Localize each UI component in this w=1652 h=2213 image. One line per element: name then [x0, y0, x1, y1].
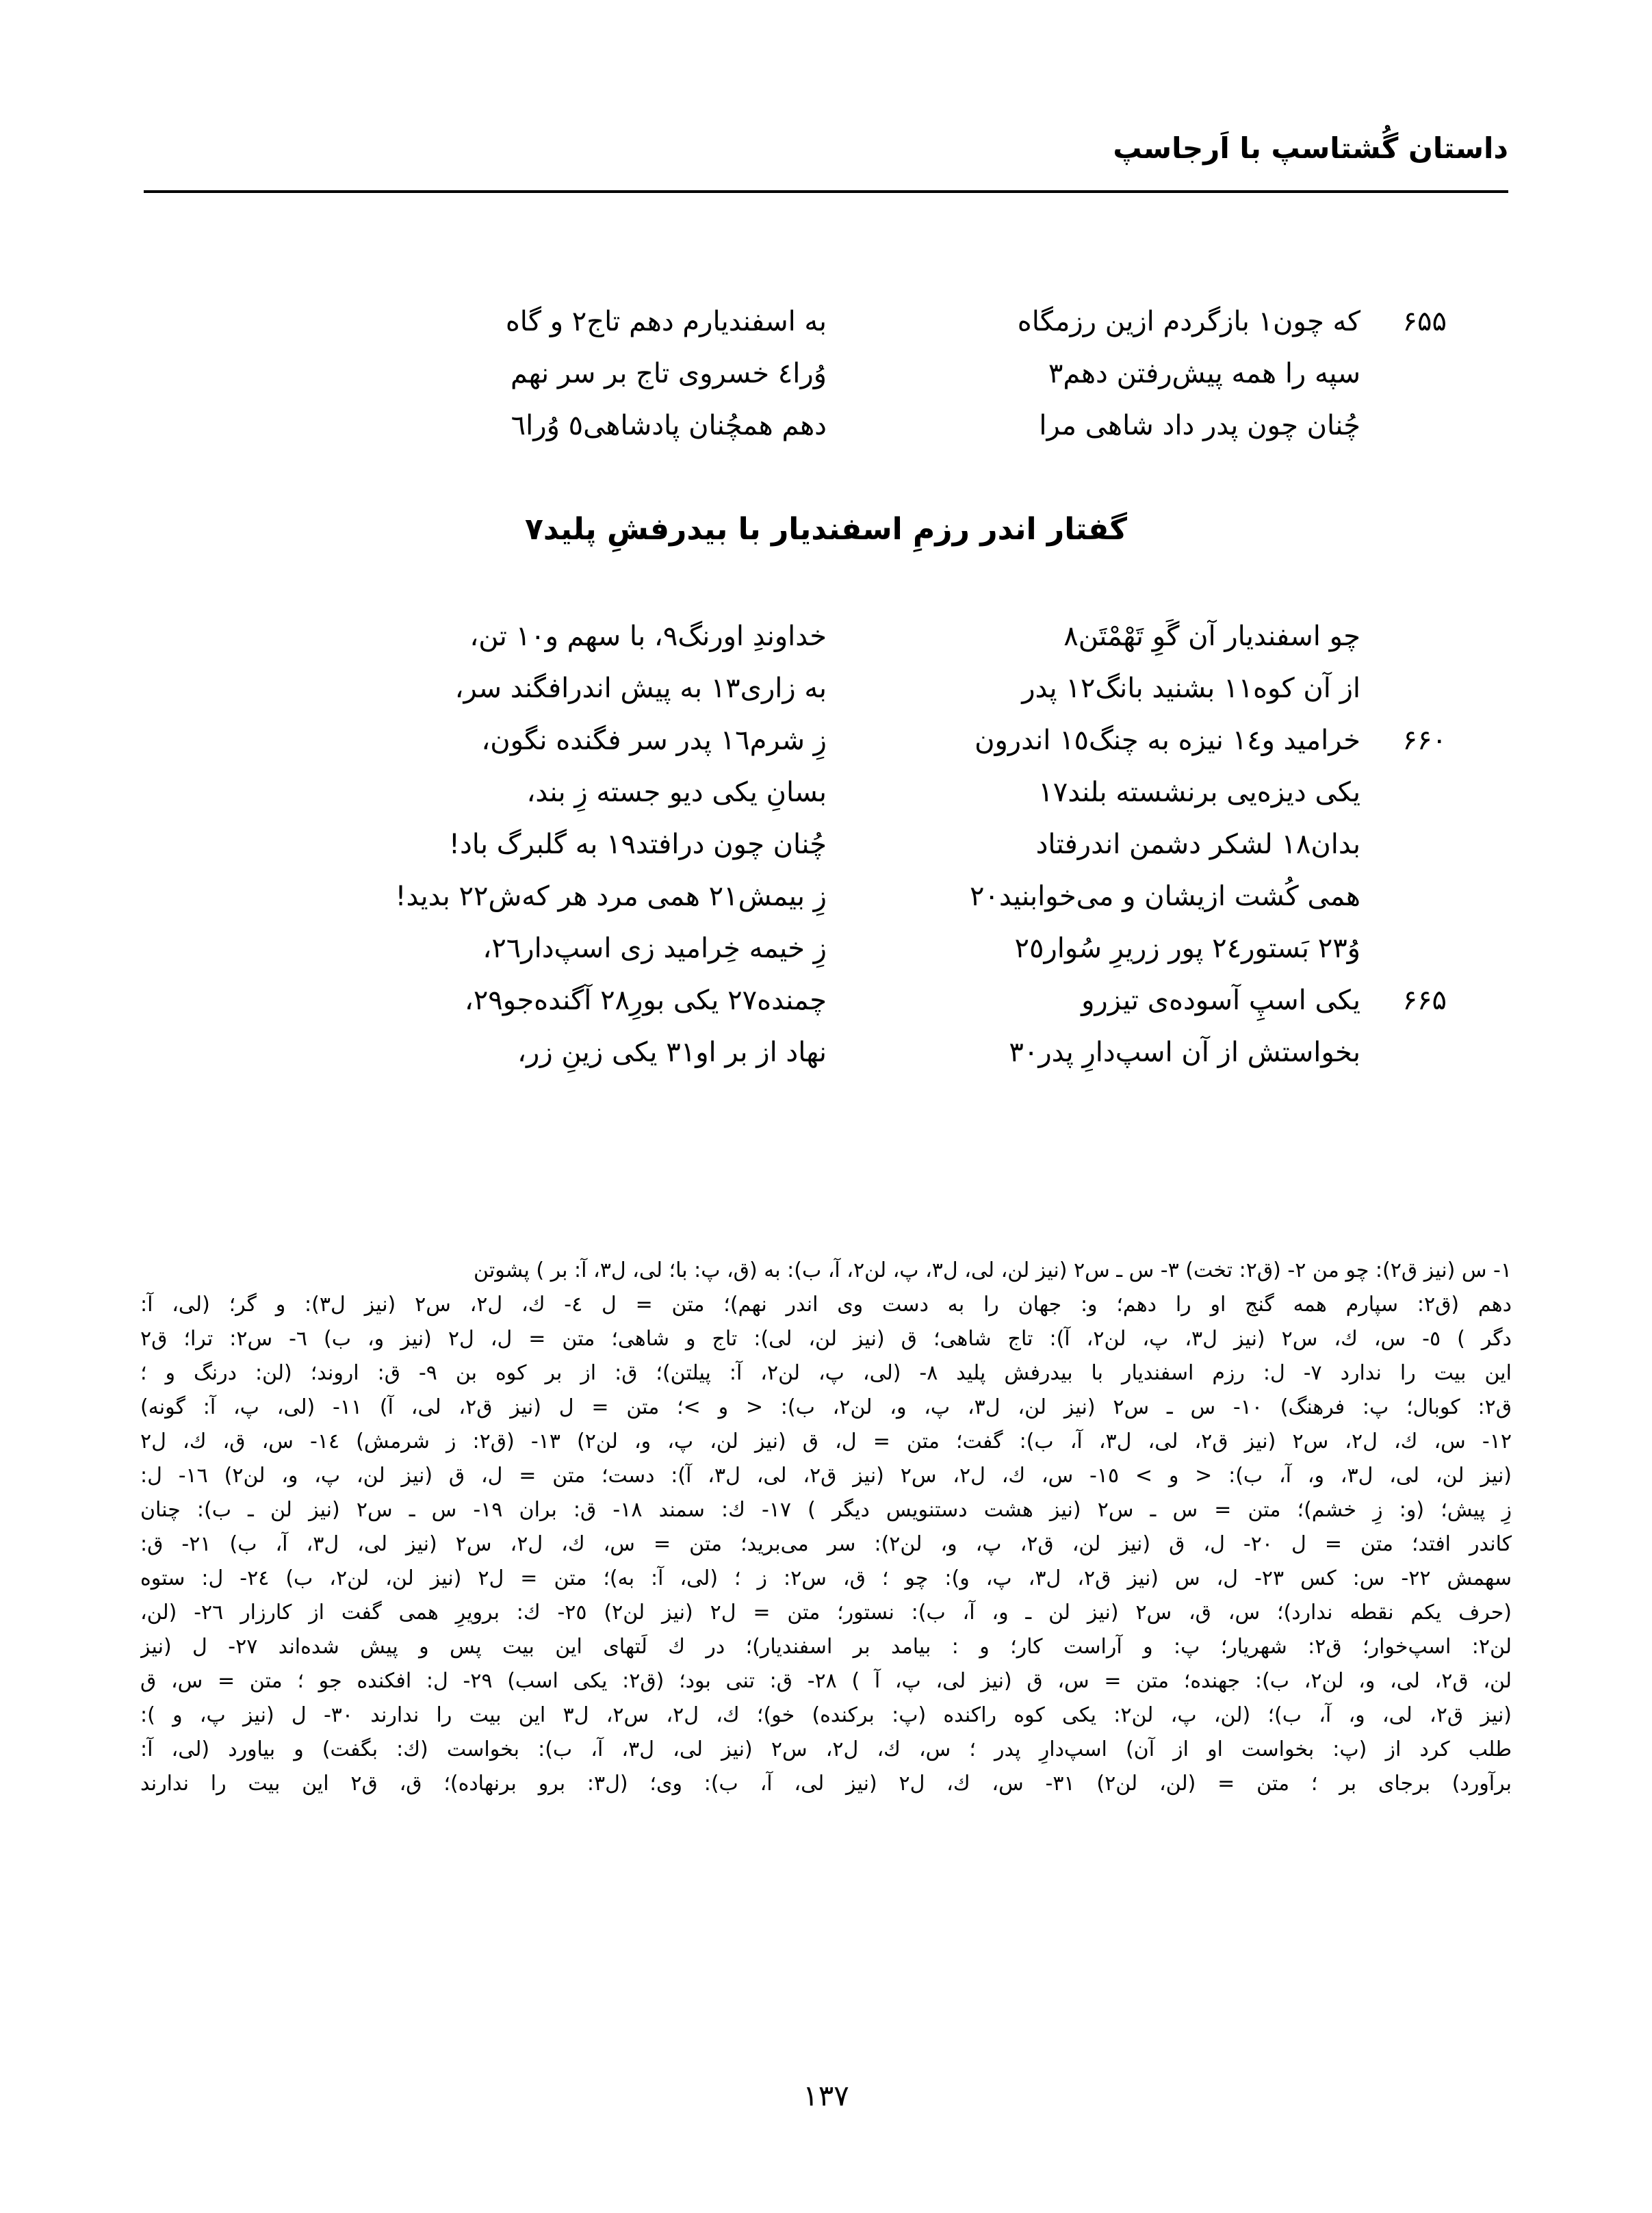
apparatus-line — [140, 1801, 1512, 1835]
critical-apparatus — [140, 1254, 1512, 1835]
verse-line — [205, 353, 1447, 405]
verse-number: ۶۵۵ — [1402, 306, 1447, 337]
verse-block-upper — [205, 301, 1447, 457]
hemistich-first: بدان١٨ لشكر دشمن اندرفتاد — [1035, 829, 1360, 860]
hemistich-first: خراميد و١٤ نيزه به چنگ١٥ اندرون — [975, 725, 1360, 756]
hemistich-first: چو اسفنديار آن گَوِ تَهْمْتَن٨ — [1063, 621, 1360, 652]
apparatus-line: (نيز لن، لى، ل٣، و، آ، ب): < و > ١٥- س، ك، ل٢، س٢ (نيز ق٢، لى، ل٣، آ): دست؛ متن = ل، ق (نيز لن، پ، و، لن٢) ١٦- ل: — [140, 1464, 1512, 1488]
apparatus-line: طلب كرد از (پ: بخواست او از آن) اسپ‌دارِ پدر ؛ س، ك، ل٢، س٢ (نيز لى، ل٣، آ، ب): بخواست (ك: بگفت) و بياورد (لى، آ: — [140, 1737, 1512, 1761]
apparatus-line: دگر ) ٥- س، ك، س٢ (نيز ل٣، پ، لن٢، آ): تاج شاهى؛ ق (نيز لن، لى): تاج و شاهى؛ متن = ل، ل٢ (نيز و، ب) ٦- س٢: ترا؛ ق٢ — [140, 1327, 1512, 1351]
hemistich-second: به اسفنديارم دهم تاج٢ و گاه — [505, 306, 827, 337]
hemistich-second: نهاد از بر او٣١ يكى زينِ زر، — [517, 1037, 827, 1068]
hemistich-second: چمنده٢٧ يكى بورِ٢٨ آگنده‌جو٢٩، — [464, 985, 827, 1016]
hemistich-first: همى كُشت ازيشان و مى‌خوابنيد٢٠ — [969, 881, 1360, 912]
apparatus-line: لن٢: اسپ‌خوار؛ ق٢: شهريار؛ پ: و آراست كار؛ و : بيامد بر اسفنديار)؛ در ك لَتهاى اين بيت پس و پيش شده‌اند ٢٧- ل (نيز — [140, 1635, 1512, 1659]
apparatus-line: دهم (ق٢: سپارم همه گنج او را دهم؛ و: جهان را به دست وى اندر نهم)؛ متن = ل ٤- ك، ل٢، س٢ (نيز ل٣): و گر؛ (لى، آ: — [140, 1293, 1512, 1317]
header-divider-rule — [144, 190, 1508, 193]
hemistich-first: وُ٢٣ بَستور٢٤ پور زريرِ سُوار٢٥ — [1014, 933, 1360, 964]
apparatus-line: لن، ق٢، لى، و، لن٢، ب): جهنده؛ متن = س، ق (نيز لى، پ، آ ) ٢٨- ق: تنى بود؛ (ق٢: يكى اسب) ٢٩- ل: افكنده جو ؛ متن = س، ق — [140, 1669, 1512, 1693]
apparatus-line: (حرف يكم نقطه ندارد)؛ س، ق، س٢ (نيز لن ـ و، آ، ب): نستور؛ متن = ل٢ (نيز لن٢) ٢٥- ك: برويرِ همى گفت از كارزار ٢٦- (لن، — [140, 1601, 1512, 1625]
hemistich-second: زِ خيمه خِراميد زى اسپ‌دار٢٦، — [482, 933, 827, 964]
hemistich-second: چُنان چون درافتد١٩ به گلبرگ باد! — [448, 829, 827, 860]
section-heading: گفتار اندر رزمِ اسفنديار با بيدرفشِ پليد٧ — [524, 512, 1127, 547]
verse-line — [205, 616, 1447, 668]
hemistich-second: دهم همچُنان پادشاهى٥ وُرا٦ — [511, 410, 827, 441]
verse-line — [205, 980, 1447, 1032]
verse-line — [205, 301, 1447, 353]
apparatus-line: برآورد) برجاى بر ؛ متن = (لن، لن٢) ٣١- س، ك، ل٢ (نيز لى، آ، ب): وى؛ (ل٣: برو برنهاده)؛ ق، ق٢ اين بيت را ندارند — [140, 1772, 1512, 1796]
apparatus-line: (نيز ق٢، لى، و، آ، ب)؛ (لن، پ، لن٢: يكى كوه راكنده (پ: بركنده) خو)؛ ك، ل٢، س٢، ل٣ اين بيت را ندارند ٣٠- ل (نيز پ، و ): — [140, 1703, 1512, 1727]
page-header — [144, 130, 1508, 205]
hemistich-first: چُنان چون پدر داد شاهى مرا — [1039, 410, 1360, 441]
apparatus-line: سهمش ٢٢- س: كس ٢٣- ل، س (نيز ق٢، ل٣، پ، و): چو ؛ ق، س٢: ز ؛ (لى، آ: به)؛ متن = ل٢ (نيز لن، لن٢، ب) ٢٤- ل: ستوه — [140, 1566, 1512, 1590]
hemistich-first: از آن كوه١١ بشنيد بانگ١٢ پدر — [1022, 673, 1360, 704]
verse-line — [205, 720, 1447, 772]
hemistich-second: زِ شرم١٦ پدر سر فگنده نگون، — [481, 725, 827, 756]
hemistich-first: يكى ديزه‌يى برنشسته بلند١٧ — [1038, 777, 1360, 808]
hemistich-second: وُرا٤ خسروى تاج بر سر نهم — [510, 358, 827, 389]
hemistich-second: زِ بيمش٢١ همى مرد هر كه‌ش٢٢ بديد! — [395, 881, 827, 912]
verse-line — [205, 405, 1447, 457]
hemistich-first: كه چون١ بازگردم ازين رزمگاه — [1017, 306, 1360, 337]
hemistich-first: سپه را همه پيش‌رفتن دهم٣ — [1048, 358, 1360, 389]
apparatus-line: اين بيت را ندارد ٧- ل: رزم اسفنديار با بيدرفش پليد ٨- (لى، پ، لن٢، آ: پيلتن)؛ ق: از بر كوه بن ٩- ق: اروند؛ (لن: درنگ و ؛ — [140, 1361, 1512, 1385]
verse-line — [205, 668, 1447, 720]
verse-block-lower — [205, 616, 1447, 1084]
hemistich-first: بخواستش از آن اسپ‌دارِ پدر٣٠ — [1009, 1037, 1360, 1068]
hemistich-second: بسانِ يكى ديو جسته زِ بند، — [526, 777, 827, 808]
verse-line — [205, 1032, 1447, 1084]
hemistich-first: يكى اسپِ آسوده‌ى تيزرو — [1081, 985, 1360, 1016]
page-number: ١٣٧ — [803, 2079, 849, 2112]
verse-line — [205, 876, 1447, 928]
verse-line — [205, 928, 1447, 980]
verse-number: ۶۶۰ — [1402, 725, 1447, 756]
apparatus-line: ١٢- س، ك، ل٢، س٢ (نيز ق٢، لى، ل٣، آ، ب): گفت؛ متن = ل، ق (نيز لن، پ، و، لن٢) ١٣- (ق٢: ز شرمش) ١٤- س، ق، ك، ل٢ — [140, 1429, 1512, 1453]
apparatus-line: كاندر افتد؛ متن = ل ٢٠- ل، ق (نيز لن، ق٢، پ، و، لن٢): سر مى‌بريد؛ متن = س، ك، ل٢، س٢ (نيز لى، ل٣، آ، ب) ٢١- ق: — [140, 1532, 1512, 1556]
hemistich-second: به زارى١٣ به پيش اندرافگند سر، — [454, 673, 827, 704]
verse-number: ۶۶۵ — [1402, 985, 1447, 1016]
hemistich-second: خداوندِ اورنگ٩، با سهم و١٠ تن، — [469, 621, 827, 652]
verse-line — [205, 772, 1447, 824]
apparatus-line: ١- س (نيز ق٢): چو من ٢- (ق٢: تخت) ٣- س ـ س٢ (نيز لن، لى، ل٣، پ، لن٢، آ، ب): به (ق، پ: با؛ لى، ل٣، آ: بر ) پشوتن — [474, 1258, 1512, 1282]
apparatus-line: زِ پيش؛ (و: زِ خشم)؛ متن = س ـ س٢ (نيز هشت دستنويس ديگر ) ١٧- ك: سمند ١٨- ق: بران ١٩- س ـ س٢ (نيز لن ـ ب): چنان — [140, 1498, 1512, 1522]
apparatus-line: ق٢: كوبال؛ پ: فرهنگ) ١٠- س ـ س٢ (نيز لن، ل٣، پ، و، لن٢، ب): < و >؛ متن = ل (نيز ق٢، لى، آ) ١١- (لى، پ، آ: گونه) — [140, 1395, 1512, 1419]
verse-line — [205, 824, 1447, 876]
running-title: داستان گُشتاسپ با اَرجاسپ — [1113, 131, 1508, 165]
